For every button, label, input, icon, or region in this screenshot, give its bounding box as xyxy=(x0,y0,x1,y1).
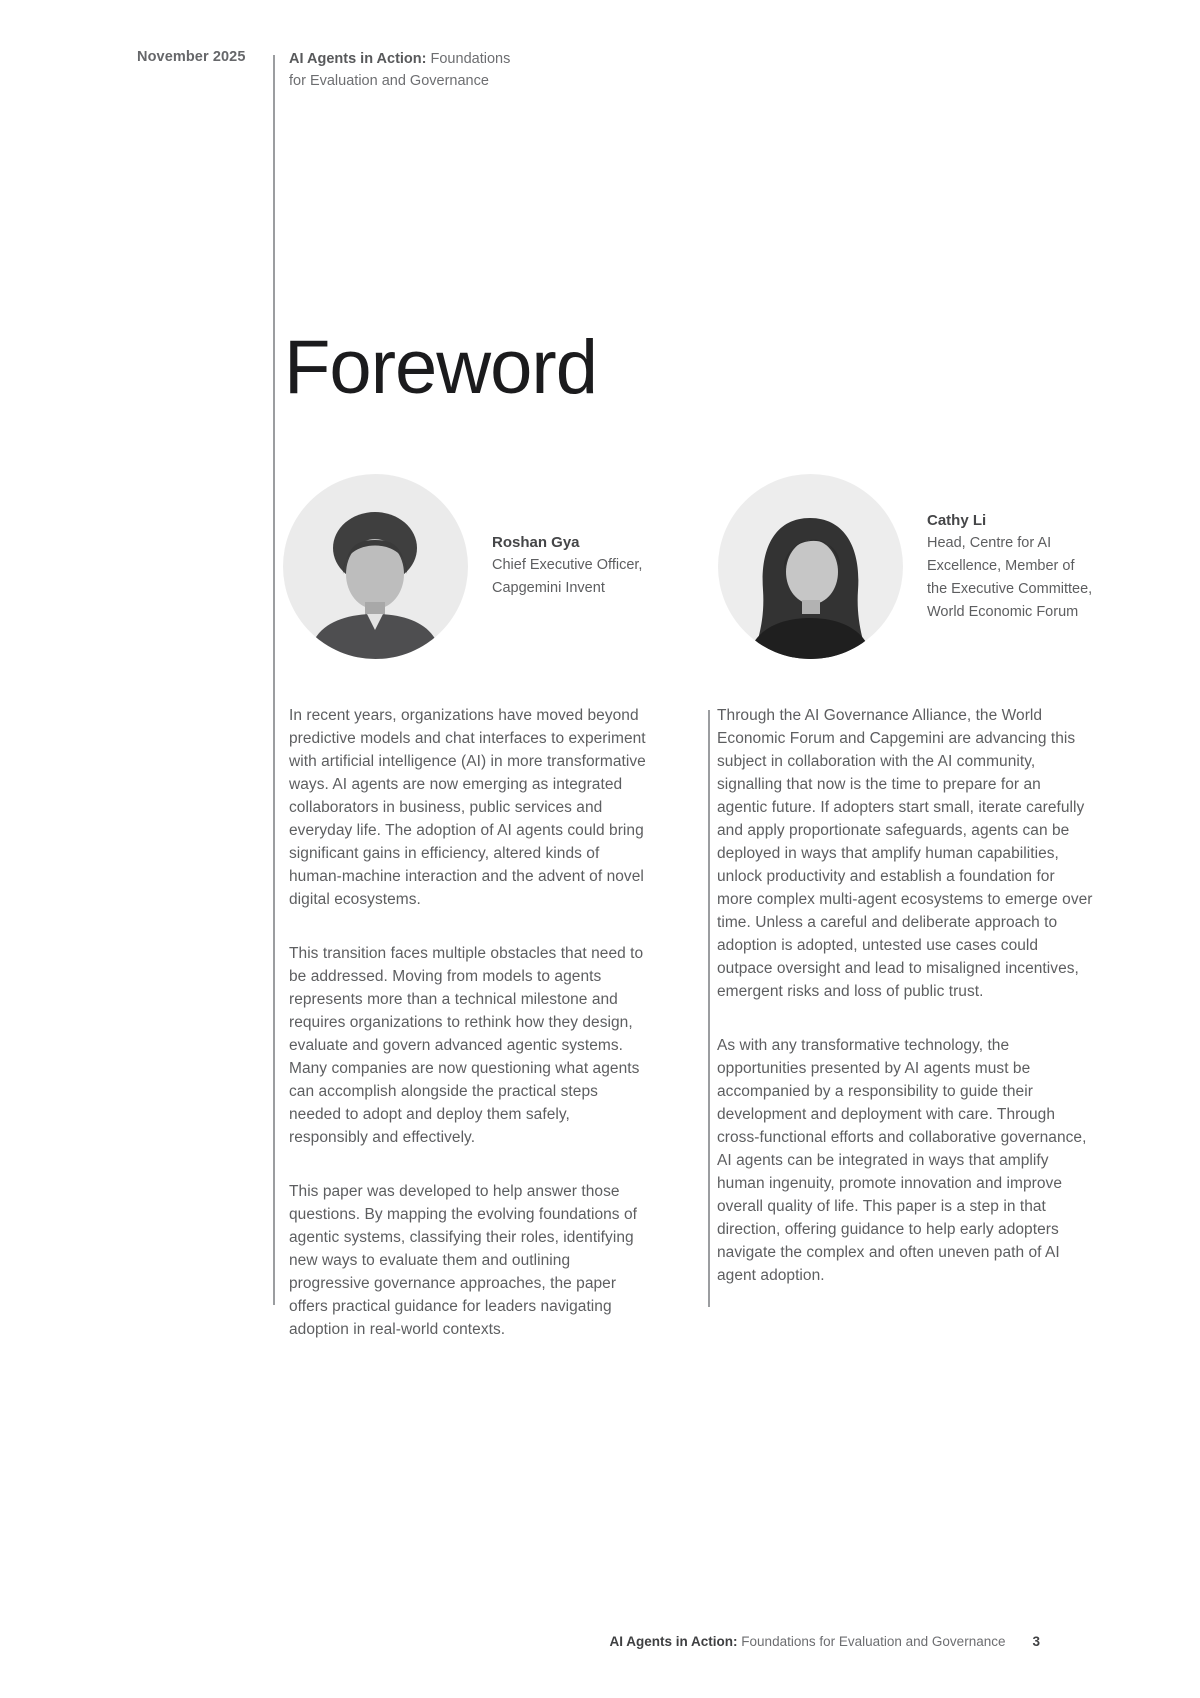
body-column-left xyxy=(289,704,647,1341)
header-title-rest: Foundations xyxy=(426,51,511,67)
paragraph: Through the AI Governance Alliance, the World Economic Forum and Capgemini are advancing this subject in collaboration with the AI community, signalling that now is the time to prepare for an agentic future. If adopters start small, iterate carefully and apply proportionate safeguards, agents can be deployed in ways that amplify human capabilities, unlock productivity and establish a foundation for more complex multi-agent ecosystems to emerge over time. Unless a careful and deliberate approach to adoption is adopted, untested use cases could outpace oversight and lead to misaligned incentives, emergent risks and loss of public trust. xyxy=(717,707,1093,1000)
footer-title-bold: AI Agents in Action: xyxy=(609,1634,738,1649)
paragraph: As with any transformative technology, the opportunities presented by AI agents must be accompanied by a responsibility to guide their development and deployment with care. Through cross-functional efforts and collaborative governance, AI agents can be integrated in ways that amplify human ingenuity, promote innovation and improve overall quality of life. This paper is a step in that direction, offering guidance to help early adopters navigate the complex and often uneven path of AI agent adoption. xyxy=(717,1037,1087,1284)
author-name: Cathy Li xyxy=(927,512,987,529)
header-date: November 2025 xyxy=(137,49,246,65)
paragraph: This paper was developed to help answer those questions. By mapping the evolving foundations of agentic systems, classifying their roles, identifying new ways to evaluate them and outlining progressive governance approaches, the paper offers practical guidance for leaders navigating adoption in real-world contexts. xyxy=(289,1183,637,1338)
footer-title-rest: Foundations for Evaluation and Governance xyxy=(737,1634,1006,1649)
man-portrait-photo xyxy=(283,474,468,659)
column-divider-rule xyxy=(708,710,710,1307)
author-role-line: the Executive Committee, xyxy=(927,581,1093,597)
header-title-line1 xyxy=(289,48,510,70)
author-role-line: World Economic Forum xyxy=(927,604,1079,620)
paragraph: This transition faces multiple obstacles that need to be addressed. Moving from models to agents represents more than a technical milestone and requires organizations to rethink how they design, evaluate and govern advanced agentic systems. Many companies are now questioning what agents can accomplish alongside the practical steps needed to adopt and deploy them safely, responsibly and effectively. xyxy=(289,945,644,1146)
body-column-right xyxy=(717,704,1093,1287)
author-role-line: Capgemini Invent xyxy=(492,580,605,596)
page-number: 3 xyxy=(1032,1634,1040,1649)
author-role-line: Head, Centre for AI xyxy=(927,535,1052,551)
author-card xyxy=(492,531,682,600)
page-title: Foreword xyxy=(284,325,597,410)
left-vertical-rule xyxy=(273,55,275,1305)
author-photo xyxy=(283,474,468,659)
author-role-line: Excellence, Member of xyxy=(927,558,1075,574)
author-card xyxy=(927,509,1117,624)
paragraph: In recent years, organizations have moved beyond predictive models and chat interfaces to experiment with artificial intelligence (AI) in more transformative ways. AI agents are now emerging as integrated collaborators in business, public services and everyday life. The adoption of AI agents could bring significant gains in efficiency, altered kinds of human-machine interaction and the advent of novel digital ecosystems. xyxy=(289,707,646,908)
author-role-line: Chief Executive Officer, xyxy=(492,557,643,573)
footer-title xyxy=(610,1634,1006,1649)
header-title-bold: AI Agents in Action: xyxy=(289,51,427,67)
page-footer xyxy=(0,1634,1040,1649)
woman-portrait-photo xyxy=(718,474,903,659)
author-photo xyxy=(718,474,903,659)
header-title-line2: for Evaluation and Governance xyxy=(289,73,489,89)
author-name: Roshan Gya xyxy=(492,534,580,551)
header-title xyxy=(289,48,510,92)
